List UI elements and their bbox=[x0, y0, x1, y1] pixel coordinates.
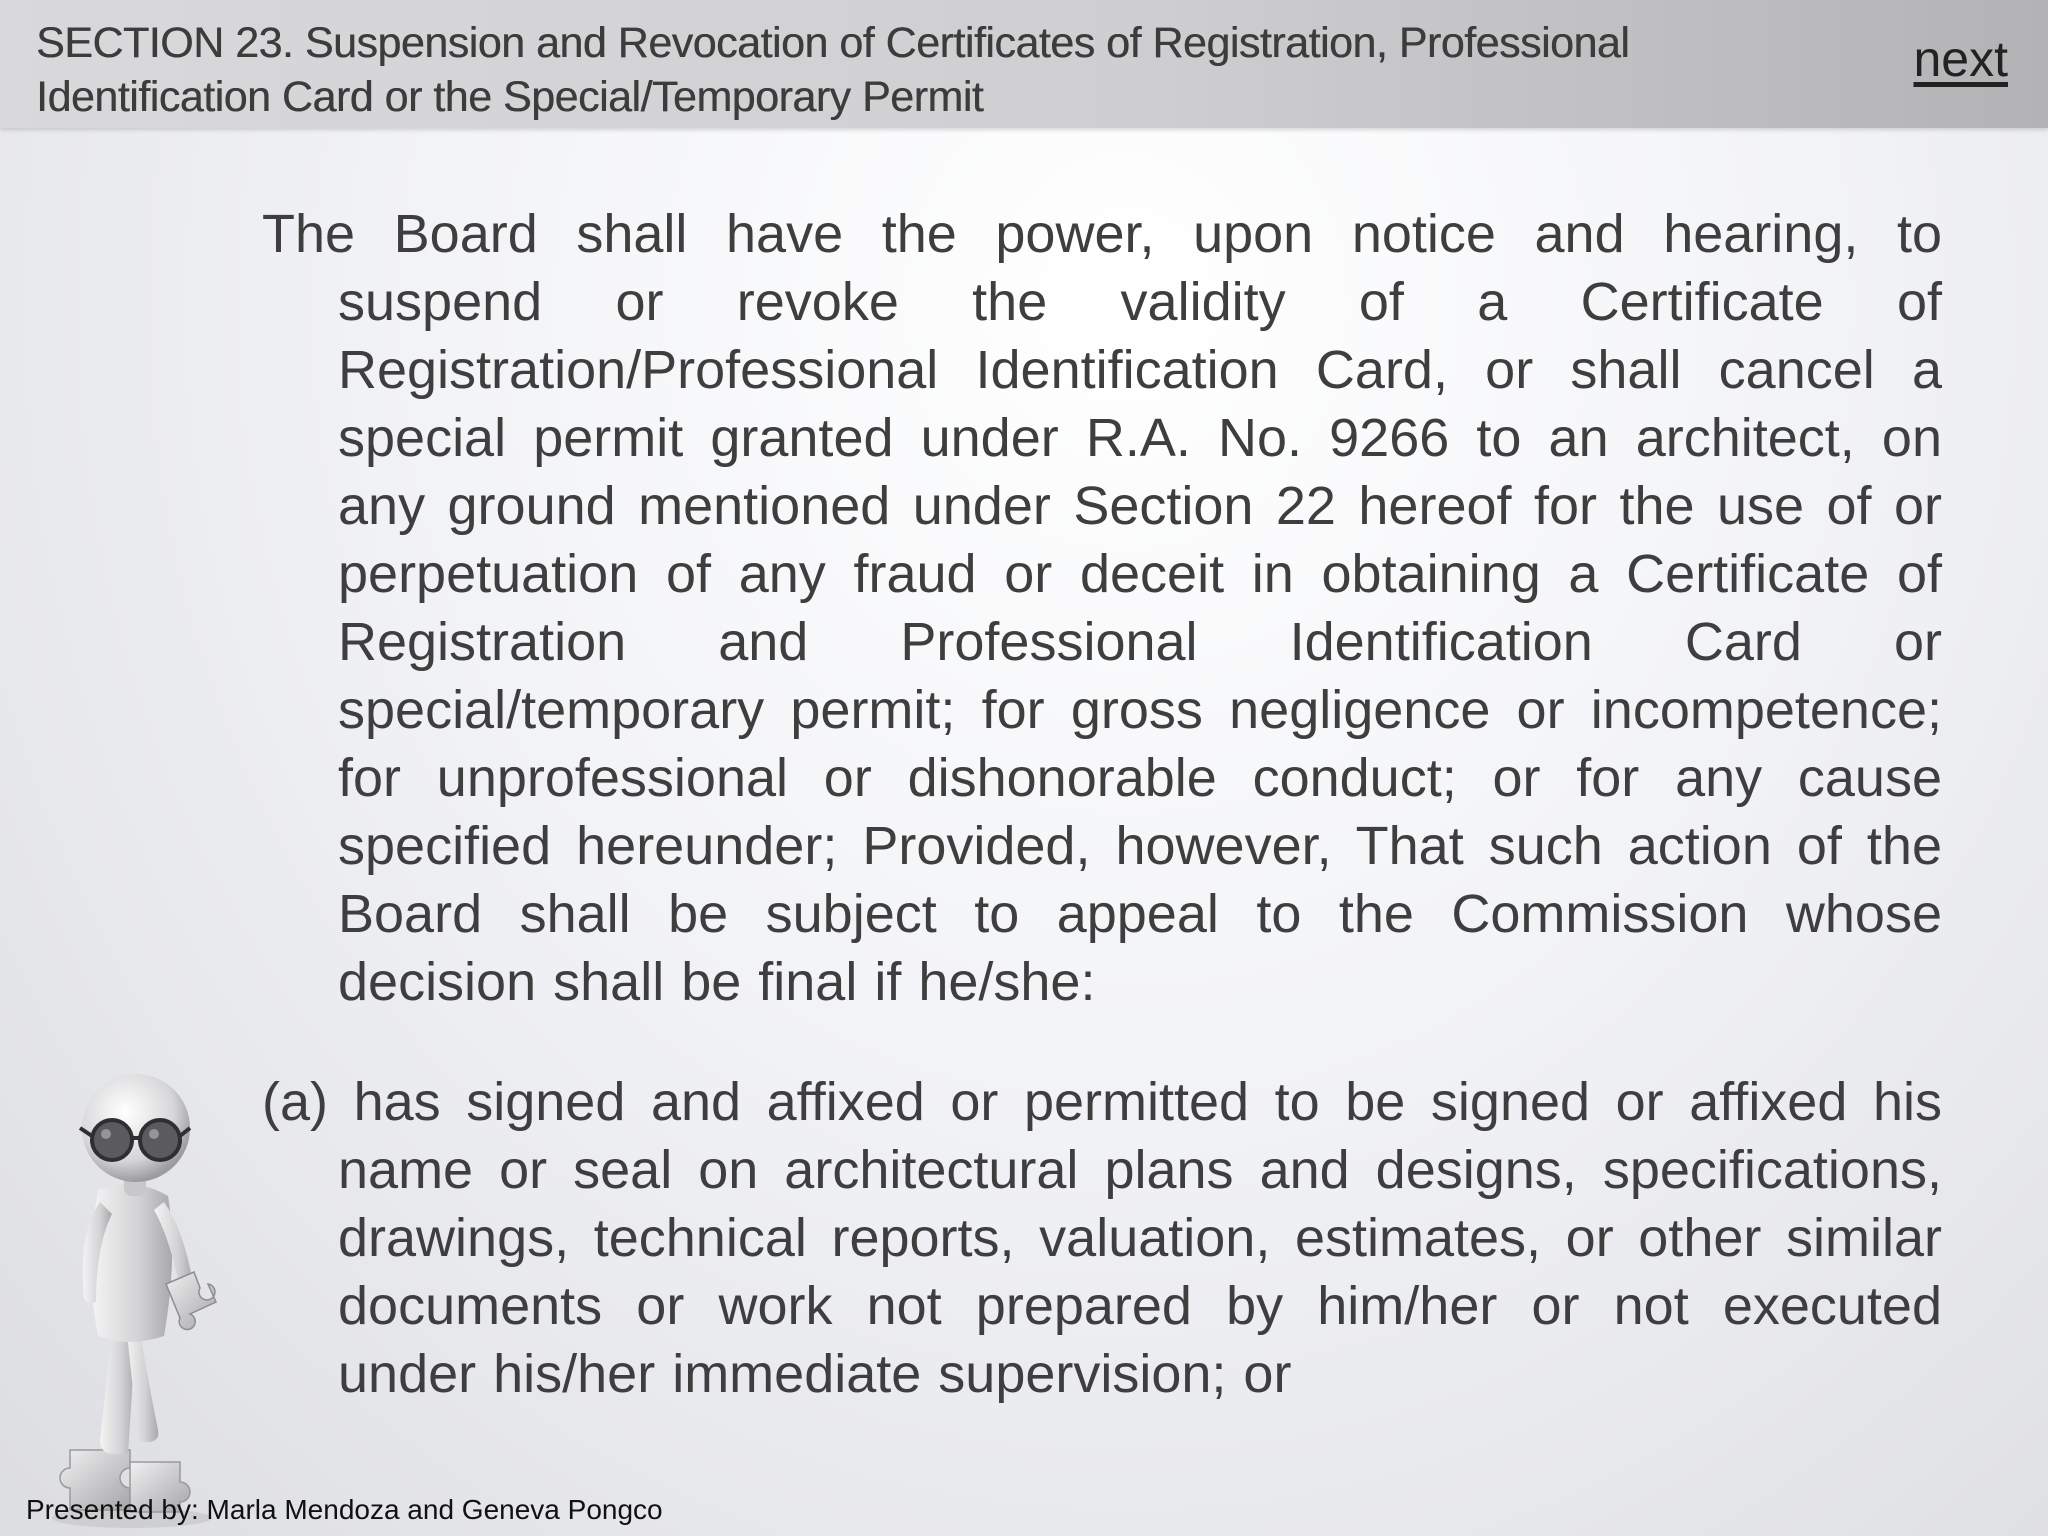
slide-header bbox=[0, 0, 2048, 128]
next-link[interactable]: next bbox=[1913, 31, 2008, 87]
slide-content bbox=[262, 200, 1942, 1408]
paragraph-main: The Board shall have the power, upon notice and hearing, to suspend or revoke the validity of a Certificate of Registration/Professional Identification Card, or shall cancel a special permit granted under R.A. No. 9266 to an architect, on any ground mentioned under Section 22 hereof for the use of or perpetuation of any fraud or deceit in obtaining a Certificate of Registration and Professional Identification Card or special/temporary permit; for gross negligence or incompetence; for unprofessional or dishonorable conduct; or for any cause specified hereunder; Provided, however, That such action of the Board shall be subject to appeal to the Commission whose decision shall be final if he/she: bbox=[262, 204, 1942, 1012]
section-title: SECTION 23. Suspension and Revocation of Certificates of Registration, Professional Identification Card or the Special/Temporary Permit bbox=[36, 19, 1630, 121]
paragraph-item-a: (a) has signed and affixed or permitted to be signed or affixed his name or seal on architectural plans and designs, specifications, drawings, technical reports, valuation, estimates, or other similar documents or work not prepared by him/her or not executed under his/her immediate supervision; or bbox=[262, 1072, 1942, 1404]
presenter-credit: Presented by: Marla Mendoza and Geneva Pongco bbox=[26, 1494, 663, 1525]
3d-person-with-puzzle-icon bbox=[40, 1070, 230, 1530]
